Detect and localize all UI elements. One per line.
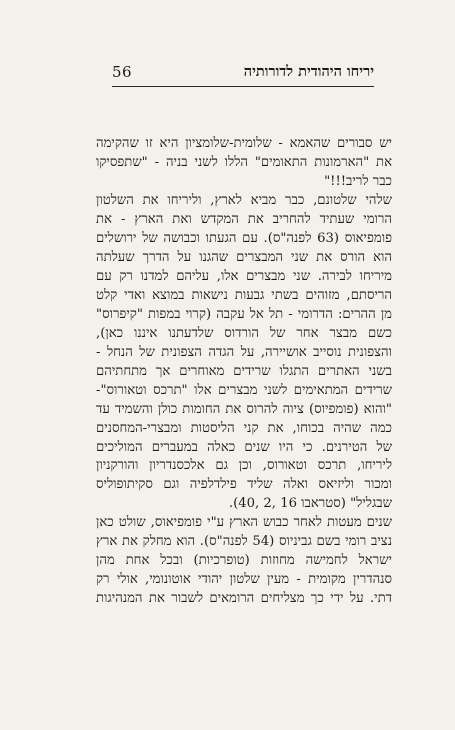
text-line: מן ההרים: הדרומי - תל אל עקבה (קרוי במפות "קיפרוס" bbox=[96, 306, 392, 322]
text-line: ומכור וליזיאס ואלה שליד פילדלפיה וגם סקיתופוליס bbox=[96, 477, 392, 493]
text-line: דתי. על ידי כך מצליחים הרומאים לשבור את המנהיגות bbox=[96, 591, 392, 607]
text-line: ישראל לחמישה מחוזות (טופרכיות) ובכל אחת מהן bbox=[96, 553, 392, 569]
text-line: שנים מעטות לאחר כבוש הארץ ע"י פומפיאוס, שולט כאן bbox=[96, 515, 392, 531]
text-line: הרומי שעתיד להחריב את המקדש ואת הארץ - את bbox=[96, 211, 392, 227]
text-line: כבר לריב!!!" bbox=[324, 173, 392, 189]
text-line: של הטירנים. כי היו שנים כאלה במעברים המוליכים bbox=[96, 439, 392, 455]
text-line: יש סבורים שהאמא - שלומית-שלומציון היא זו שהקימה bbox=[96, 136, 392, 151]
text-line: הריסתם, מזוהים בשתי גבעות נישאות במוצא ואדי קלט bbox=[96, 287, 392, 303]
page-number: 56 bbox=[112, 63, 133, 81]
text-line: בשני האתרים התגלו שרידים מאוחרים אך מתחתיהם bbox=[96, 363, 392, 379]
text-line: והצפונית נוסייב אושיירה, על הגדה הצפונית של הנחל - bbox=[96, 344, 392, 360]
text-line: שלהי שלטונם, כבר מביא לארץ, וליריחו את השלטון bbox=[96, 192, 392, 208]
text-line: כשם מבצר אחר של הורדוס שלדעתנו איננו כאן), bbox=[96, 325, 392, 341]
text-line: ליריחו, תרכס וטאורוס, וכן גם אלכסנדריון והורקניון bbox=[96, 458, 392, 474]
text-line: הוא הורס את שני המבצרים שהגנו על הדרך שעלתה bbox=[96, 249, 392, 265]
text-line: שבגליל" (סטראבו 16 ,2 ,40). bbox=[228, 496, 392, 512]
text-line: נציב רומי בשם גביניוס (54 לפנה"ס). הוא מחלק את ארץ bbox=[96, 534, 392, 550]
body-text bbox=[96, 135, 392, 695]
text-line: פומפיאוס (63 לפנה"ס). עם הגעתו וכבושה של ירושלים bbox=[96, 230, 392, 246]
page-header bbox=[112, 58, 374, 87]
text-line: מיריחו לבירה. שני מבצרים אלו, עליהם למדנו רק עם bbox=[96, 268, 392, 284]
text-line: כמה שהיה בכוחו, את קני הליסטות ומבצרי-המחסנים bbox=[96, 420, 392, 436]
text-line: שרידים המתאימים לשני מבצרים אלו "תרכס וטאורוס"- bbox=[96, 382, 392, 398]
text-line: סנהדרין מקומית - מעין שלטון יהודי אוטונומי, אולי רק bbox=[96, 572, 392, 588]
text-line: "והוא (פומפיוס) ציוה להרוס את החומות כולן והשמיד עד bbox=[96, 401, 392, 417]
text-line: את "הארמונות התאומים" הללו לשני בניה - "שתפסיקו bbox=[96, 154, 392, 170]
running-title: יריחו היהודית לדורותיה bbox=[243, 63, 374, 80]
